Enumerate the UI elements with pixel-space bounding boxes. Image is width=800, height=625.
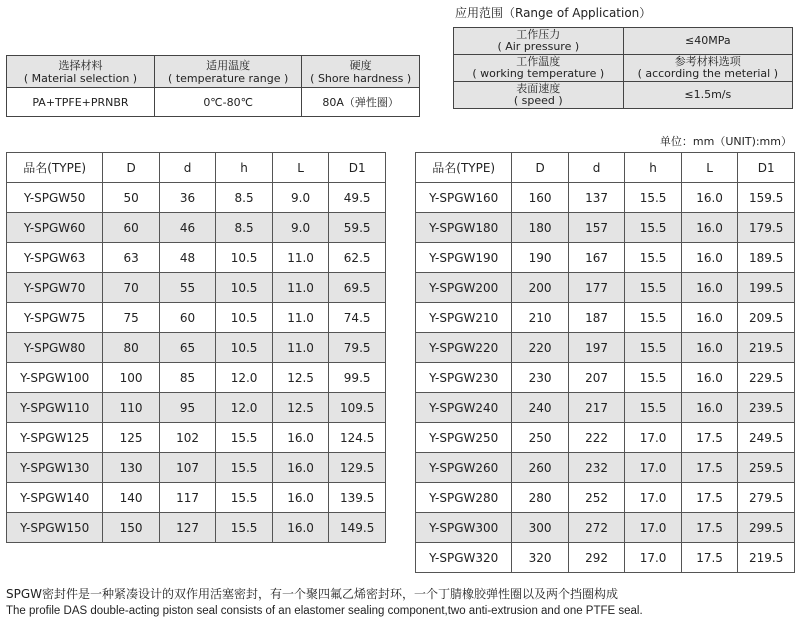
table-cell: Y-SPGW190 xyxy=(416,243,512,273)
table-row xyxy=(416,513,795,543)
table-cell: 159.5 xyxy=(738,183,795,213)
table-cell: 17.5 xyxy=(681,423,738,453)
material-value-row xyxy=(7,88,420,117)
table-cell: 177 xyxy=(568,273,624,303)
table-cell: 180 xyxy=(512,213,568,243)
column-header: L xyxy=(272,153,329,183)
table-cell: 17.0 xyxy=(625,513,682,543)
hardness-value: 80A（弹性圈） xyxy=(302,88,420,117)
table-cell: 36 xyxy=(159,183,215,213)
table-row xyxy=(7,273,386,303)
table-cell: 11.0 xyxy=(272,333,329,363)
column-header: D xyxy=(512,153,568,183)
table-row xyxy=(416,183,795,213)
table-cell: 17.5 xyxy=(681,543,738,573)
table-row xyxy=(416,423,795,453)
table-cell: 16.0 xyxy=(681,183,738,213)
table-cell: 217 xyxy=(568,393,624,423)
table-cell: Y-SPGW300 xyxy=(416,513,512,543)
table-cell: 272 xyxy=(568,513,624,543)
table-cell: 15.5 xyxy=(216,513,273,543)
table-cell: Y-SPGW60 xyxy=(7,213,103,243)
column-header: D1 xyxy=(738,153,795,183)
column-header: 品名(TYPE) xyxy=(416,153,512,183)
table-cell: 15.5 xyxy=(625,213,682,243)
table-cell: 15.5 xyxy=(216,453,273,483)
column-header: h xyxy=(625,153,682,183)
table-cell: 149.5 xyxy=(329,513,386,543)
table-cell: 10.5 xyxy=(216,333,273,363)
table-cell: 210 xyxy=(512,303,568,333)
table-cell: 55 xyxy=(159,273,215,303)
material-value: PA+TPFE+PRNBR xyxy=(7,88,155,117)
table-row xyxy=(7,243,386,273)
table-cell: 100 xyxy=(103,363,159,393)
table-cell: Y-SPGW80 xyxy=(7,333,103,363)
table-cell: 299.5 xyxy=(738,513,795,543)
table-cell: 15.5 xyxy=(625,183,682,213)
table-cell: 109.5 xyxy=(329,393,386,423)
table-row xyxy=(416,363,795,393)
table-cell: 15.5 xyxy=(625,303,682,333)
table-cell: 17.0 xyxy=(625,423,682,453)
dimension-table-right xyxy=(415,152,795,573)
table-cell: 16.0 xyxy=(272,423,329,453)
table-cell: 209.5 xyxy=(738,303,795,333)
table-cell: 49.5 xyxy=(329,183,386,213)
table-cell: 219.5 xyxy=(738,333,795,363)
table-cell: 137 xyxy=(568,183,624,213)
table-cell: 150 xyxy=(103,513,159,543)
application-table xyxy=(453,27,793,109)
table-cell: 12.0 xyxy=(216,363,273,393)
table-cell: 46 xyxy=(159,213,215,243)
table-cell: 139.5 xyxy=(329,483,386,513)
table-cell: 60 xyxy=(159,303,215,333)
table-cell: 16.0 xyxy=(681,273,738,303)
table-cell: 70 xyxy=(103,273,159,303)
table-cell: 130 xyxy=(103,453,159,483)
table-cell: Y-SPGW125 xyxy=(7,423,103,453)
table-cell: Y-SPGW250 xyxy=(416,423,512,453)
table-cell: 260 xyxy=(512,453,568,483)
table-cell: 110 xyxy=(103,393,159,423)
material-header-row xyxy=(7,56,420,88)
application-title: 应用范围（Range of Application） xyxy=(455,6,652,20)
table-cell: Y-SPGW50 xyxy=(7,183,103,213)
table-cell: Y-SPGW150 xyxy=(7,513,103,543)
table-cell: Y-SPGW220 xyxy=(416,333,512,363)
table-cell: 12.0 xyxy=(216,393,273,423)
table-cell: Y-SPGW75 xyxy=(7,303,103,333)
table-cell: 179.5 xyxy=(738,213,795,243)
table-cell: 252 xyxy=(568,483,624,513)
table-row xyxy=(7,213,386,243)
column-header: d xyxy=(568,153,624,183)
application-row xyxy=(454,28,793,55)
table-row xyxy=(7,513,386,543)
column-header: h xyxy=(216,153,273,183)
table-cell: 80 xyxy=(103,333,159,363)
table-cell: 240 xyxy=(512,393,568,423)
table-row xyxy=(7,483,386,513)
application-label: 工作压力 ( Air pressure ) xyxy=(454,28,624,55)
table-cell: 129.5 xyxy=(329,453,386,483)
table-cell: 207 xyxy=(568,363,624,393)
table-row xyxy=(7,333,386,363)
table-row xyxy=(7,393,386,423)
temperature-value: 0℃-80℃ xyxy=(154,88,301,117)
table-cell: 229.5 xyxy=(738,363,795,393)
table-cell: 16.0 xyxy=(681,213,738,243)
table-cell: Y-SPGW180 xyxy=(416,213,512,243)
table-cell: 239.5 xyxy=(738,393,795,423)
application-label: 工作温度 ( working temperature ) xyxy=(454,55,624,82)
table-cell: Y-SPGW230 xyxy=(416,363,512,393)
application-value: 参考材料选项 ( according the meterial ) xyxy=(623,55,792,82)
material-table xyxy=(6,55,420,117)
table-row xyxy=(7,303,386,333)
table-cell: Y-SPGW110 xyxy=(7,393,103,423)
table-cell: 292 xyxy=(568,543,624,573)
table-cell: 60 xyxy=(103,213,159,243)
table-cell: Y-SPGW240 xyxy=(416,393,512,423)
table-cell: 12.5 xyxy=(272,393,329,423)
table-cell: 48 xyxy=(159,243,215,273)
material-header-cell: 选择材料 ( Material selection ) xyxy=(7,56,155,88)
column-header: D xyxy=(103,153,159,183)
table-cell: 187 xyxy=(568,303,624,333)
table-row xyxy=(416,333,795,363)
table-cell: Y-SPGW130 xyxy=(7,453,103,483)
table-row xyxy=(7,363,386,393)
table-cell: Y-SPGW100 xyxy=(7,363,103,393)
table-cell: 125 xyxy=(103,423,159,453)
table-cell: 15.5 xyxy=(216,483,273,513)
table-cell: 189.5 xyxy=(738,243,795,273)
table-cell: 200 xyxy=(512,273,568,303)
column-header: 品名(TYPE) xyxy=(7,153,103,183)
unit-label: 单位：mm（UNIT):mm） xyxy=(659,135,792,148)
table-cell: 10.5 xyxy=(216,273,273,303)
table-cell: 15.5 xyxy=(625,333,682,363)
table-cell: Y-SPGW210 xyxy=(416,303,512,333)
table-cell: 220 xyxy=(512,333,568,363)
table-cell: 15.5 xyxy=(625,273,682,303)
table-cell: 69.5 xyxy=(329,273,386,303)
table-cell: 250 xyxy=(512,423,568,453)
application-value: ≤1.5m/s xyxy=(623,82,792,109)
table-header-row xyxy=(7,153,386,183)
table-cell: 10.5 xyxy=(216,243,273,273)
table-cell: 124.5 xyxy=(329,423,386,453)
table-cell: 127 xyxy=(159,513,215,543)
table-row xyxy=(416,213,795,243)
table-cell: 279.5 xyxy=(738,483,795,513)
table-cell: 16.0 xyxy=(272,453,329,483)
table-cell: 230 xyxy=(512,363,568,393)
table-cell: 140 xyxy=(103,483,159,513)
table-cell: 17.5 xyxy=(681,453,738,483)
table-row xyxy=(7,453,386,483)
table-row xyxy=(416,303,795,333)
table-row xyxy=(416,273,795,303)
table-cell: 16.0 xyxy=(681,393,738,423)
table-cell: 16.0 xyxy=(272,513,329,543)
table-cell: 160 xyxy=(512,183,568,213)
application-row xyxy=(454,82,793,109)
table-cell: 15.5 xyxy=(625,243,682,273)
table-row xyxy=(7,423,386,453)
column-header: D1 xyxy=(329,153,386,183)
table-cell: Y-SPGW280 xyxy=(416,483,512,513)
table-cell: Y-SPGW200 xyxy=(416,273,512,303)
table-cell: 74.5 xyxy=(329,303,386,333)
table-cell: 16.0 xyxy=(681,243,738,273)
table-cell: 62.5 xyxy=(329,243,386,273)
table-cell: 16.0 xyxy=(681,303,738,333)
table-cell: 50 xyxy=(103,183,159,213)
table-cell: 11.0 xyxy=(272,273,329,303)
table-cell: 8.5 xyxy=(216,183,273,213)
table-cell: 11.0 xyxy=(272,303,329,333)
application-row xyxy=(454,55,793,82)
table-cell: 102 xyxy=(159,423,215,453)
table-cell: 10.5 xyxy=(216,303,273,333)
table-cell: 219.5 xyxy=(738,543,795,573)
temperature-header-cell: 适用温度 ( temperature range ) xyxy=(154,56,301,88)
table-cell: 59.5 xyxy=(329,213,386,243)
table-row xyxy=(7,183,386,213)
table-cell: 190 xyxy=(512,243,568,273)
table-cell: 17.0 xyxy=(625,543,682,573)
table-cell: 16.0 xyxy=(272,483,329,513)
note-english: The profile DAS double-acting piston seal consists of an elastomer sealing component,two anti-extrusion and one PTFE seal. xyxy=(6,605,643,617)
table-cell: 17.0 xyxy=(625,483,682,513)
table-row xyxy=(416,483,795,513)
table-row xyxy=(416,543,795,573)
table-row xyxy=(416,243,795,273)
table-cell: 167 xyxy=(568,243,624,273)
dimension-table-left xyxy=(6,152,386,543)
table-cell: 15.5 xyxy=(625,363,682,393)
table-cell: Y-SPGW160 xyxy=(416,183,512,213)
table-cell: 249.5 xyxy=(738,423,795,453)
table-cell: 300 xyxy=(512,513,568,543)
table-cell: 9.0 xyxy=(272,183,329,213)
table-cell: 75 xyxy=(103,303,159,333)
table-row xyxy=(416,393,795,423)
table-cell: 197 xyxy=(568,333,624,363)
table-cell: 15.5 xyxy=(216,423,273,453)
table-cell: 11.0 xyxy=(272,243,329,273)
table-cell: 17.5 xyxy=(681,513,738,543)
table-cell: 117 xyxy=(159,483,215,513)
table-header-row xyxy=(416,153,795,183)
application-value: ≤40MPa xyxy=(623,28,792,55)
table-cell: 222 xyxy=(568,423,624,453)
table-cell: 65 xyxy=(159,333,215,363)
table-cell: 320 xyxy=(512,543,568,573)
table-cell: 157 xyxy=(568,213,624,243)
table-cell: 16.0 xyxy=(681,363,738,393)
table-cell: 259.5 xyxy=(738,453,795,483)
table-cell: 8.5 xyxy=(216,213,273,243)
table-cell: 16.0 xyxy=(681,333,738,363)
table-cell: 95 xyxy=(159,393,215,423)
table-cell: Y-SPGW140 xyxy=(7,483,103,513)
table-cell: Y-SPGW70 xyxy=(7,273,103,303)
table-cell: 232 xyxy=(568,453,624,483)
note-chinese: SPGW密封件是一种紧凑设计的双作用活塞密封，有一个聚四氟乙烯密封环，一个丁腈橡胶弹性圈以及两个挡圈构成 xyxy=(6,587,619,601)
hardness-header-cell: 硬度 ( Shore hardness ) xyxy=(302,56,420,88)
table-cell: 15.5 xyxy=(625,393,682,423)
column-header: d xyxy=(159,153,215,183)
table-cell: 12.5 xyxy=(272,363,329,393)
table-cell: 107 xyxy=(159,453,215,483)
application-label: 表面速度 ( speed ) xyxy=(454,82,624,109)
table-cell: 9.0 xyxy=(272,213,329,243)
table-cell: 85 xyxy=(159,363,215,393)
table-row xyxy=(416,453,795,483)
table-cell: 17.0 xyxy=(625,453,682,483)
column-header: L xyxy=(681,153,738,183)
table-cell: Y-SPGW260 xyxy=(416,453,512,483)
table-cell: Y-SPGW320 xyxy=(416,543,512,573)
table-cell: 280 xyxy=(512,483,568,513)
table-cell: 99.5 xyxy=(329,363,386,393)
table-cell: Y-SPGW63 xyxy=(7,243,103,273)
table-cell: 63 xyxy=(103,243,159,273)
table-cell: 17.5 xyxy=(681,483,738,513)
table-cell: 199.5 xyxy=(738,273,795,303)
table-cell: 79.5 xyxy=(329,333,386,363)
